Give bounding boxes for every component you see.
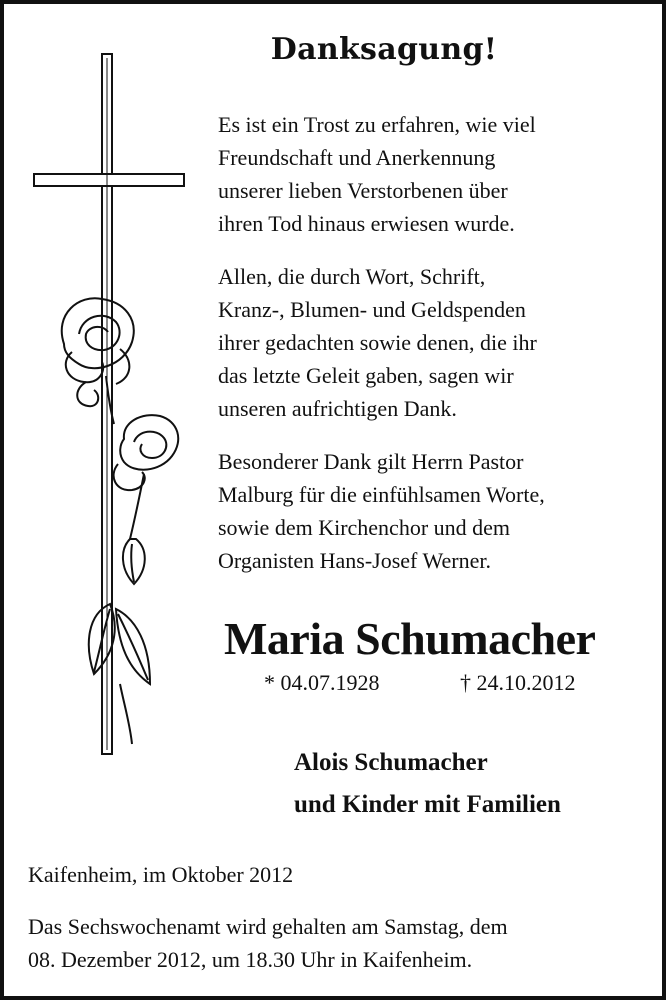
text-line: Besonderer Dank gilt Herrn Pastor (218, 449, 524, 474)
text-line: 08. Dezember 2012, um 18.30 Uhr in Kaifenheim. (28, 947, 473, 972)
paragraph-special-thanks (218, 445, 545, 577)
place-date: Kaifenheim, im Oktober 2012 (28, 862, 294, 887)
text-line: ihren Tod hinaus erwiesen wurde. (218, 211, 515, 236)
death-date: † 24.10.2012 (460, 670, 576, 695)
text-line: Malburg für die einfühlsamen Worte, (218, 482, 545, 507)
text-line: Freundschaft und Anerkennung (218, 145, 496, 170)
mourners (294, 742, 561, 826)
text-line: Das Sechswochenamt wird gehalten am Samstag, dem (28, 914, 508, 939)
notice-title: Danksagung! (270, 32, 498, 67)
text-line: das letzte Geleit gaben, sagen wir (218, 363, 514, 388)
text-line: Allen, die durch Wort, Schrift, (218, 264, 486, 289)
text-line: unseren aufrichtigen Dank. (218, 396, 457, 421)
cross-with-roses-icon (24, 44, 194, 764)
mourner-line: und Kinder mit Familien (294, 791, 561, 818)
mourner-line: Alois Schumacher (294, 749, 488, 776)
text-line: ihrer gedachten sowie denen, die ihr (218, 330, 537, 355)
text-line: Kranz-, Blumen- und Geldspenden (218, 297, 526, 322)
text-line: Es ist ein Trost zu erfahren, wie viel (218, 112, 536, 137)
paragraph-condolence (218, 108, 536, 240)
text-line: unserer lieben Verstorbenen über (218, 178, 508, 203)
service-notice (28, 910, 508, 976)
text-line: Organisten Hans-Josef Werner. (218, 548, 491, 573)
birth-date: * 04.07.1928 (264, 670, 380, 695)
paragraph-thanks (218, 260, 537, 425)
text-line: sowie dem Kirchenchor und dem (218, 515, 511, 540)
deceased-name: Maria Schumacher (224, 613, 596, 664)
